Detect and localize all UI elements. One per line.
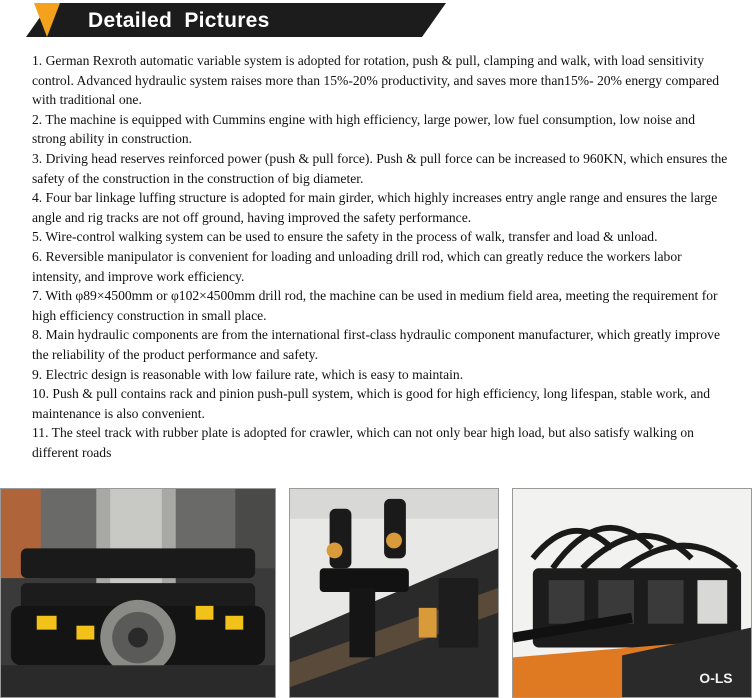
feature-list <box>32 51 732 462</box>
feature-item-8: 8. Main hydraulic components are from the international first-class hydraulic component manufacturer, which greatly improve the reliability of the product performance and safety. <box>32 327 720 362</box>
feature-item-4: 4. Four bar linkage luffing structure is adopted for main girder, which highly increases entry angle range and ensures the large angle and rig tracks are not off ground, having improved the safety performance. <box>32 190 718 225</box>
photo-manipulator <box>289 488 499 698</box>
feature-item-3: 3. Driving head reserves reinforced power (push & pull force). Push & pull force can be increased to 960KN, which ensures the safety of the construction in the construction of big diameter. <box>32 150 728 186</box>
photo-driving-head <box>0 488 276 698</box>
feature-item-5: 5. Wire-control walking system can be used to ensure the safety in the process of walk, transfer and load & unload. <box>32 229 658 245</box>
section-title: Detailed Pictures <box>88 9 270 32</box>
feature-item-9: 9. Electric design is reasonable with low failure rate, which is easy to maintain. <box>32 366 464 382</box>
feature-item-7: 7. With φ89×4500mm or φ102×4500mm drill rod, the machine can be used in medium field area, meeting the requirement for high efficiency construction in small place. <box>32 288 718 323</box>
feature-item-6: 6. Reversible manipulator is convenient for loading and unloading drill rod, which can greatly reduce the workers labor intensity, and improve work efficiency. <box>32 248 682 284</box>
feature-item-10: 10. Push & pull contains rack and pinion push-pull system, which is good for high efficiency, long lifespan, stable work, and maintenance is also convenient. <box>32 386 711 421</box>
feature-item-2: 2. The machine is equipped with Cummins engine with high efficiency, large power, low fuel consumption, low noise and strong ability in construction. <box>32 111 696 147</box>
photo-3-label: O-LS <box>699 670 733 687</box>
photo-hydraulic-system <box>512 488 752 698</box>
section-header <box>0 0 752 40</box>
feature-item-11: 11. The steel track with rubber plate is adopted for crawler, which can not only bear high load, but also satisfy walking on different roads <box>32 425 694 460</box>
feature-item-1: 1. German Rexroth automatic variable system is adopted for rotation, push & pull, clamping and walk, with load sensitivity control. Advanced hydraulic system raises more than 15%-20% productivity, and saves more than15%- 20% energy compared with traditional one. <box>32 53 720 108</box>
